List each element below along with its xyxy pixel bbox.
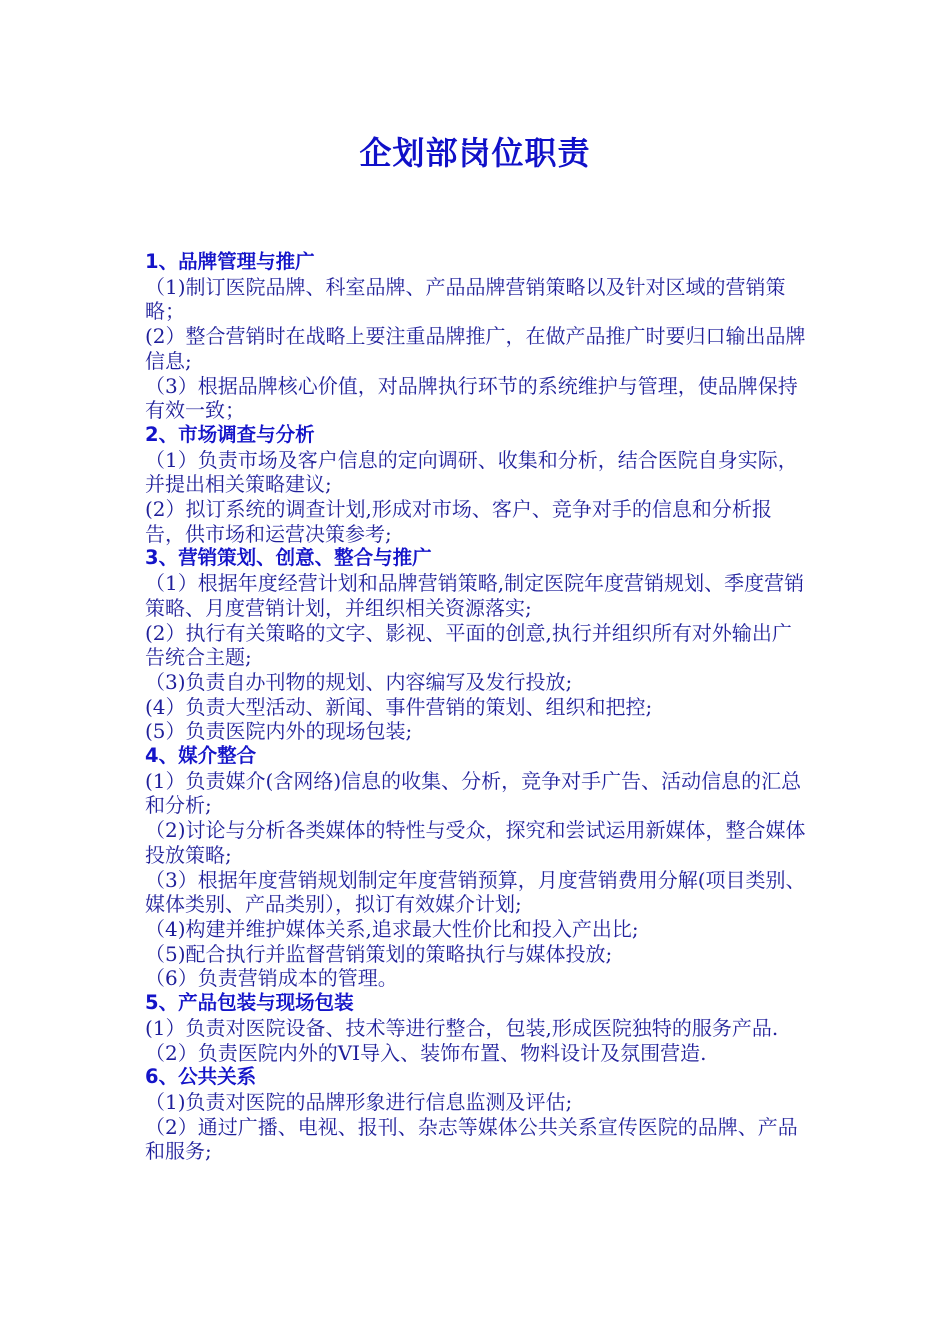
section-marketing-planning xyxy=(145,546,810,744)
duty-item: （2)讨论与分析各类媒体的特性与受众，探究和尝试运用新媒体，整合媒体投放策略; xyxy=(145,818,806,867)
duty-item: （5)配合执行并监督营销策划的策略执行与媒体投放; xyxy=(145,941,613,966)
section-market-research xyxy=(145,423,810,547)
section-heading: 3、营销策划、创意、整合与推广 xyxy=(145,546,432,570)
duty-item: （1)制订医院品牌、科室品牌、产品品牌营销策略以及针对区域的营销策略； xyxy=(145,274,786,324)
section-media-integration xyxy=(145,744,810,991)
duty-item: (1）负责媒介(含网络)信息的收集、分析，竞争对手广告、活动信息的汇总和分析; xyxy=(145,768,802,818)
duty-item: (2）执行有关策略的文字、影视、平面的创意,执行并组织所有对外输出广告统合主题; xyxy=(145,620,792,670)
duty-item: (2）拟订系统的调查计划,形成对市场、客户、竞争对手的信息和分析报告，供市场和运营决策参考; xyxy=(145,497,772,546)
duty-item: （1）负责市场及客户信息的定向调研、收集和分析，结合医院自身实际，并提出相关策略建议; xyxy=(145,447,798,497)
duties-content xyxy=(145,250,810,1164)
duty-item: (1）负责对医院设备、技术等进行整合，包装,形成医院独特的服务产品. xyxy=(145,1015,779,1040)
section-heading: 4、媒介整合 xyxy=(145,744,257,768)
duty-item: (5）负责医院内外的现场包装; xyxy=(145,719,413,744)
section-heading: 2、市场调查与分析 xyxy=(145,422,315,446)
duty-item: （6）负责营销成本的管理。 xyxy=(145,966,398,991)
section-heading: 6、公共关系 xyxy=(145,1065,257,1089)
duty-item: （1)负责对医院的品牌形象进行信息监测及评估; xyxy=(145,1089,573,1114)
duty-item: （2）通过广播、电视、报刊、杂志等媒体公共关系宣传医院的品牌、产品和服务; xyxy=(145,1114,798,1164)
duty-item: （1）根据年度经营计划和品牌营销策略,制定医院年度营销规划、季度营销策略、月度营销计划，并组织相关资源落实; xyxy=(145,571,805,620)
duty-item: (4）负责大型活动、新闻、事件营销的策划、组织和把控; xyxy=(145,694,653,719)
section-brand-management xyxy=(145,250,810,423)
duty-item: （2）负责医院内外的VI导入、装饰布置、物料设计及氛围营造. xyxy=(145,1040,707,1065)
section-heading: 1、品牌管理与推广 xyxy=(145,250,315,273)
section-public-relations xyxy=(145,1065,810,1164)
section-heading: 5、产品包装与现场包装 xyxy=(145,991,354,1015)
page-title: 企划部岗位职责 xyxy=(359,134,591,172)
duty-item: （3)负责自办刊物的规划、内容编写及发行投放; xyxy=(145,669,573,694)
duty-item: （3）根据品牌核心价值，对品牌执行环节的系统维护与管理，使品牌保持有效一致； xyxy=(145,373,798,423)
section-packaging xyxy=(145,991,810,1065)
duty-item: （4)构建并维护媒体关系,追求最大性价比和投入产出比; xyxy=(145,916,639,941)
duty-item: (2）整合营销时在战略上要注重品牌推广，在做产品推广时要归口输出品牌信息; xyxy=(145,324,806,373)
duty-item: （3）根据年度营销规划制定年度营销预算，月度营销费用分解(项目类别、媒体类别、产品类别），拟订有效媒介计划; xyxy=(145,867,806,917)
